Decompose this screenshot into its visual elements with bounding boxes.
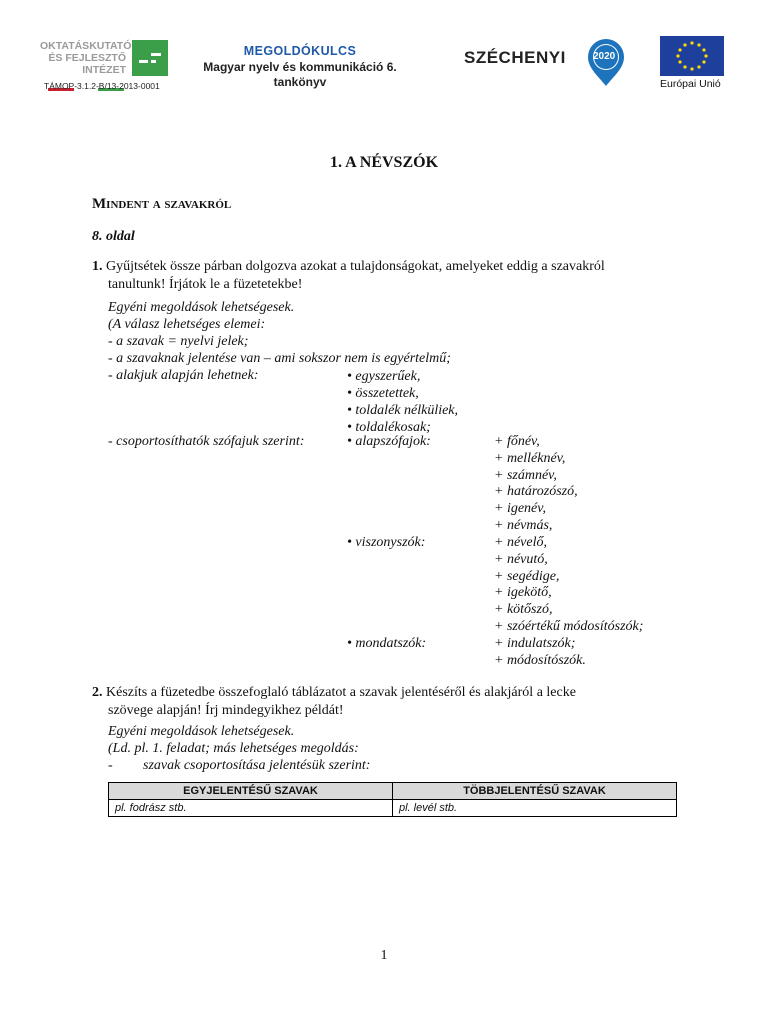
group-items-alap (494, 434, 578, 535)
task2-question (92, 684, 692, 720)
section-title: Mindent a szavakról (92, 196, 232, 212)
task1-text-1: Gyűjtsétek össze párban dolgozva azokat a tulajdonságokat, amelyeket eddig a szavakról (106, 259, 605, 274)
form-item: • toldalék nélküliek, (347, 403, 459, 418)
task1-group-label: - csoportosíthatók szófajuk szerint: (108, 434, 305, 449)
word-class-item: + igekötő, (494, 585, 552, 601)
form-item: • egyszerűek, (347, 369, 421, 384)
form-item: • összetettek, (347, 386, 419, 401)
task1-point-1: - a szavak = nyelvi jelek; (108, 334, 249, 349)
group-label-viszony: • viszonyszók: (347, 535, 426, 550)
word-class-item: + szóértékű módosítószók; (494, 618, 644, 634)
header-subtitle-2: tankönyv (273, 75, 327, 89)
eu-stars-icon (660, 36, 724, 76)
word-class-item: + segédige, (494, 568, 560, 584)
task1-point-2: - a szavaknak jelentése van – ami sokszor nem is egyértelmű; (108, 351, 451, 366)
ofi-green-square (132, 40, 168, 76)
szechenyi-year: 2020 (593, 51, 616, 62)
task2-bullet-dash: - (108, 758, 113, 773)
task1-question (92, 258, 692, 294)
ofi-line-3: INTÉZET (82, 64, 126, 76)
table-cell: pl. levél stb. (393, 800, 677, 817)
table-header-cell: TÖBBJELENTÉSŰ SZAVAK (393, 783, 677, 800)
task1-answer-intro: Egyéni megoldások lehetségesek. (108, 300, 295, 315)
word-class-item: + igenév, (494, 501, 546, 517)
ofi-line-2: ÉS FEJLESZTŐ (48, 52, 126, 64)
eu-label: Európai Unió (660, 78, 721, 90)
group-items-mondat (494, 636, 586, 670)
group-label-mondat: • mondatszók: (347, 636, 427, 651)
eu-flag (660, 36, 724, 76)
word-class-item: + indulatszók; (494, 636, 576, 651)
word-class-item: + kötőszó, (494, 602, 553, 618)
word-class-item: + melléknév, (494, 450, 566, 466)
task2-answer-paren: (Ld. pl. 1. feladat; más lehetséges megoldás: (108, 741, 359, 756)
word-class-item: + számnév, (494, 467, 557, 483)
group-items-viszony (494, 535, 643, 636)
task1-form-list (347, 368, 458, 436)
group-label-alap: • alapszófajok: (347, 434, 431, 449)
location-pin-icon (584, 36, 628, 88)
szechenyi-text: SZÉCHENYI (464, 48, 566, 67)
task1-number: 1. (92, 259, 103, 274)
page-number: 1 (380, 948, 388, 963)
word-class-item: + főnév, (494, 434, 540, 449)
form-item: • toldalékosak; (347, 420, 431, 435)
word-class-item: + névutó, (494, 551, 548, 567)
task2-text-2: szövege alapján! Írj mindegyikhez példát! (108, 703, 344, 718)
word-class-item: + névmás, (494, 517, 553, 533)
table-header-cell: EGYJELENTÉSŰ SZAVAK (109, 783, 393, 800)
header-center (180, 44, 420, 90)
ofi-line-1: OKTATÁSKUTATÓ (40, 40, 132, 52)
table-row (109, 800, 677, 817)
word-class-item: + módosítószók. (494, 652, 586, 668)
ofi-mark-icon (132, 40, 168, 76)
table-header-row (109, 783, 677, 800)
task1-text-2: tanultunk! Írjátok le a füzetetekbe! (108, 277, 303, 292)
szechenyi-logo (464, 36, 634, 86)
eu-logo (660, 36, 730, 90)
table-cell: pl. fodrász stb. (109, 800, 393, 817)
task2-text-1: Készíts a füzetedbe összefoglaló táblázatot a szavak jelentéséről és alakjáról a lecke (106, 685, 576, 700)
task2-bullet-text: szavak csoportosítása jelentésük szerint: (143, 758, 371, 773)
summary-table (108, 782, 677, 817)
header-title: MEGOLDÓKULCS (243, 44, 357, 58)
header-subtitle-1: Magyar nyelv és kommunikáció 6. (203, 60, 397, 74)
word-class-item: + névelő, (494, 535, 547, 550)
page-ref: 8. oldal (92, 229, 135, 244)
task2-answer-intro: Egyéni megoldások lehetségesek. (108, 724, 295, 739)
task1-answer-paren: (A válasz lehetséges elemei: (108, 317, 266, 332)
chapter-title: 1. A NÉVSZÓK (329, 154, 439, 171)
tamop-code: TÁMOP-3.1.2-B/13-2013-0001 (44, 81, 160, 91)
task2-number: 2. (92, 685, 103, 700)
word-class-item: + határozószó, (494, 484, 578, 500)
task1-form-label: - alakjuk alapján lehetnek: (108, 368, 259, 383)
